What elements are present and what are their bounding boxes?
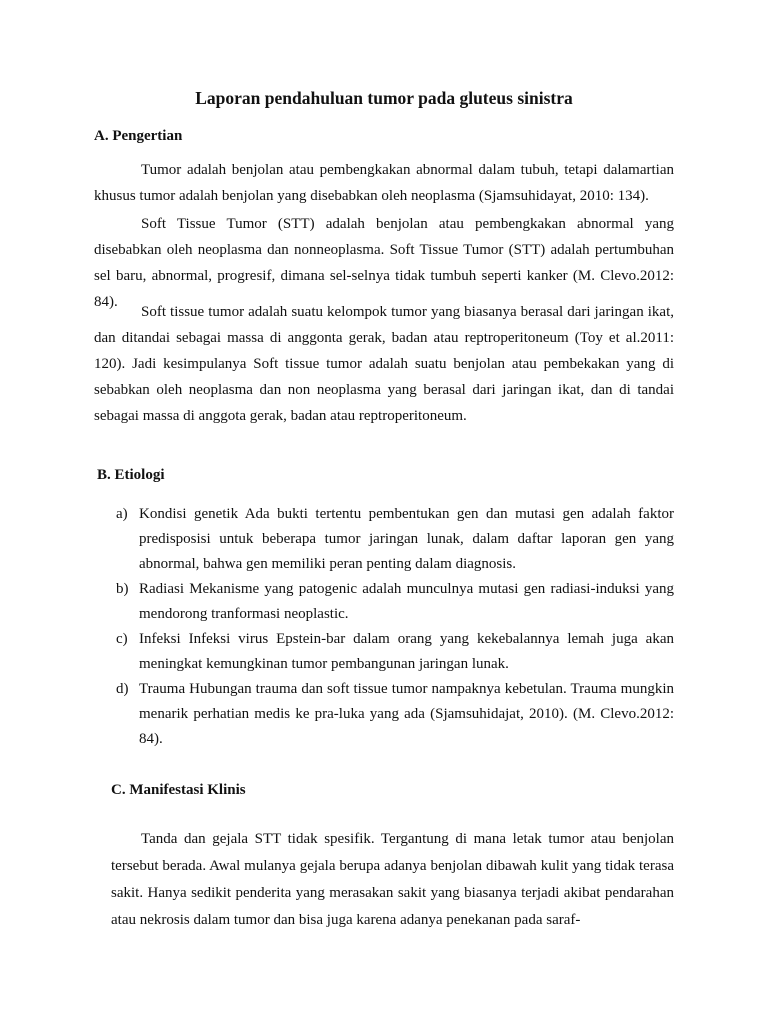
list-item-text: Radiasi Mekanisme yang patogenic adalah munculnya mutasi gen radiasi-induksi yang mendorong tranformasi neoplastic.	[139, 581, 674, 622]
list-item-text: Trauma Hubungan trauma dan soft tissue tumor nampaknya kebetulan. Trauma mungkin menarik perhatian medis ke pra-luka yang ada (Sjamsuhidajat, 2010). (M. Clevo.2012: 84).	[139, 681, 674, 747]
list-item-text: Infeksi Infeksi virus Epstein-bar dalam orang yang kekebalannya lemah juga akan meningkat kemungkinan tumor pembangunan jaringan lunak.	[139, 631, 674, 672]
list-item	[94, 677, 674, 752]
list-item-text: Kondisi genetik Ada bukti tertentu pembentukan gen dan mutasi gen adalah faktor predisposisi untuk beberapa tumor jaringan lunak, dalam daftar laporan gen yang abnormal, bahwa gen memiliki peran penting dalam diagnosis.	[139, 506, 674, 572]
list-marker: c)	[116, 631, 128, 647]
paragraph-pengertian-2: Soft Tissue Tumor (STT) adalah benjolan atau pembengkakan abnormal yang disebabkan oleh neoplasma dan nonneoplasma. Soft Tissue Tumor (STT) adalah pertumbuhan sel baru, abnormal, progresif, dimana sel-selnya tidak tumbuh seperti kanker (M. Clevo.2012: 84).	[94, 216, 674, 310]
list-marker: b)	[116, 581, 129, 597]
paragraph-pengertian-1: Tumor adalah benjolan atau pembengkakan abnormal dalam tubuh, tetapi dalamartian khusus tumor adalah benjolan yang disebabkan oleh neoplasma (Sjamsuhidayat, 2010: 134).	[94, 162, 674, 204]
etiologi-list	[94, 502, 674, 752]
list-marker: a)	[116, 506, 128, 522]
section-heading-pengertian: A. Pengertian	[94, 128, 183, 144]
document-title: Laporan pendahuluan tumor pada gluteus sinistra	[195, 88, 573, 108]
paragraph-manifestasi-1: Tanda dan gejala STT tidak spesifik. Tergantung di mana letak tumor atau benjolan tersebut berada. Awal mulanya gejala berupa adanya benjolan dibawah kulit yang tidak terasa sakit. Hanya sedikit penderita yang merasakan sakit yang biasanya terjadi akibat pendarahan atau nekrosis dalam tumor dan bisa juga karena adanya penekanan pada saraf-	[111, 831, 674, 928]
list-item	[94, 577, 674, 627]
list-item	[94, 502, 674, 577]
section-heading-etiologi: B. Etiologi	[97, 467, 165, 483]
list-marker: d)	[116, 681, 129, 697]
paragraph-pengertian-3: Soft tissue tumor adalah suatu kelompok tumor yang biasanya berasal dari jaringan ikat, dan ditandai sebagai massa di anggonta gerak, badan atau reptroperitoneum (Toy et al.2011: 120). Jadi kesimpulanya Soft tissue tumor adalah suatu benjolan atau pembekakan yang di sebabkan oleh neoplasma dan non neoplasma yang berasal dari jaringan ikat, dan di tandai sebagai massa di anggota gerak, badan atau reptroperitoneum.	[94, 304, 674, 424]
list-item	[94, 627, 674, 677]
section-heading-manifestasi-klinis: C. Manifestasi Klinis	[111, 782, 246, 798]
